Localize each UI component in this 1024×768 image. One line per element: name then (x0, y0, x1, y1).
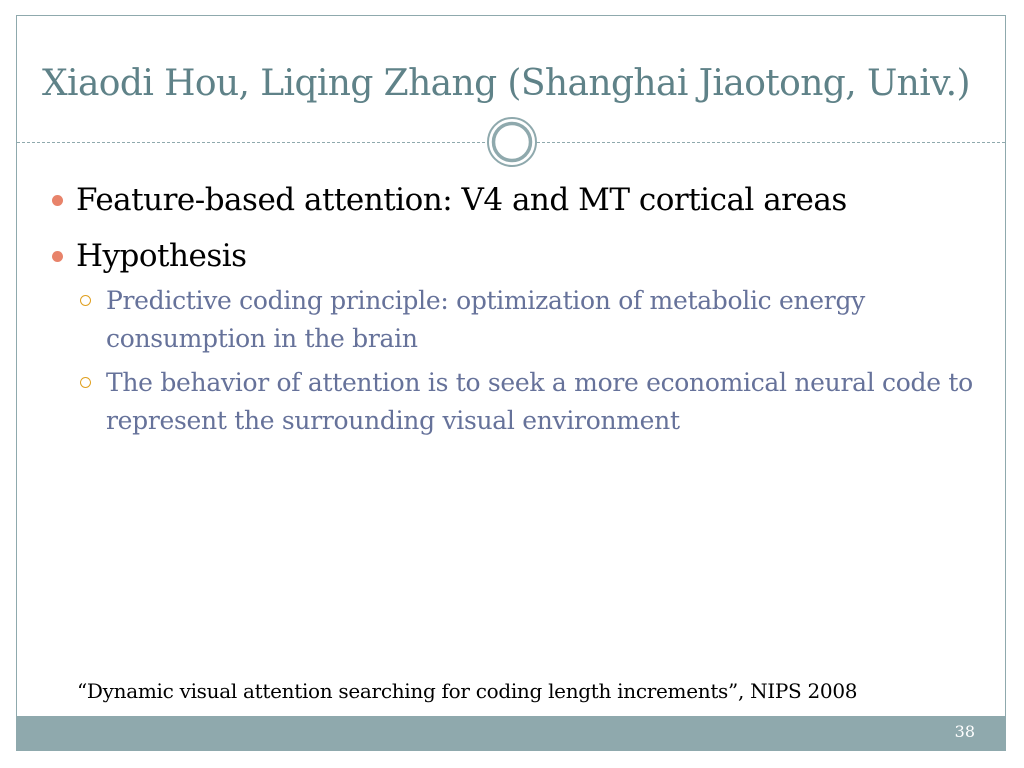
hollow-circle-bullet-icon (80, 377, 91, 388)
citation: “Dynamic visual attention searching for coding length increments”, NIPS 2008 (77, 679, 858, 703)
page-number: 38 (954, 722, 975, 741)
sub-bullet-text: Predictive coding principle: optimization of metabolic energy consumption in the brain (106, 286, 865, 353)
sub-bullet-item (52, 282, 982, 358)
bullet-text: Hypothesis (76, 238, 247, 274)
double-ring-ornament-icon (486, 116, 538, 168)
filled-circle-bullet-icon (52, 251, 63, 262)
bullet-item (52, 234, 982, 278)
footer-bar (17, 716, 1005, 750)
bullet-text: Feature-based attention: V4 and MT cortical areas (76, 182, 847, 218)
slide-title: Xiaodi Hou, Liqing Zhang (Shanghai Jiaotong, Univ.) (42, 63, 970, 104)
bullet-item (52, 178, 982, 222)
bullet-list (52, 178, 982, 446)
sub-bullet-text: The behavior of attention is to seek a more economical neural code to represent the surrounding visual environment (106, 368, 973, 435)
hollow-circle-bullet-icon (80, 295, 91, 306)
sub-bullet-item (52, 364, 982, 440)
filled-circle-bullet-icon (52, 195, 63, 206)
